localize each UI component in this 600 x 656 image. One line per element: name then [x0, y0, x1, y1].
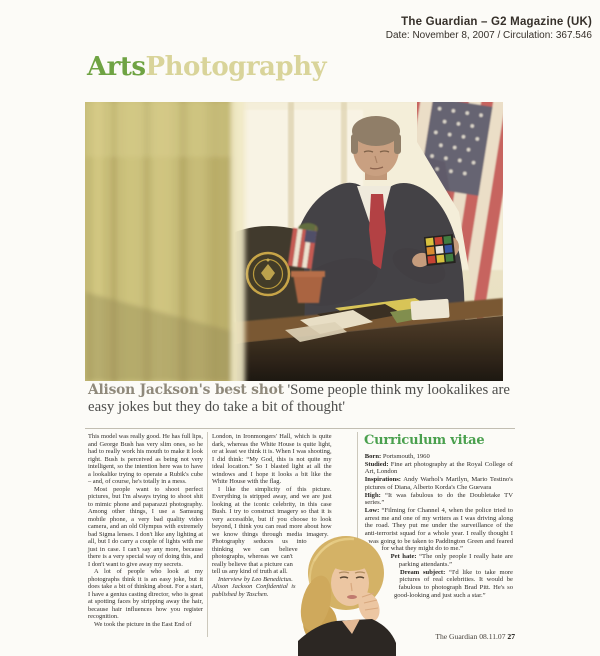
- headline-quote: 'Some people think my lookalikes are easy jokes but they do take a bit of thought': [88, 382, 510, 415]
- cv-entry: Studied: Fine art photography at the Royal College of Art, London: [364, 460, 513, 476]
- article-paragraph: Most people want to shoot perfect pictures, but I'm always trying to shoot shit to mimic phone and paparazzi photography. Among other things, I use a Samsung mobile phone, a very bad quality video camera, and an old Olympus with extremely bad Sigma lenses. I don't like any lighting at all, but I do carry a couple of lights with me just in case. I can't say any more, because there is a very special way of doing this, and I don't want to give away my secrets.: [88, 485, 203, 568]
- lips: [347, 595, 357, 599]
- section-title-arts: Arts: [87, 52, 146, 82]
- cv-title: Curriculum vitae: [364, 433, 485, 448]
- cv-entry: Inspirations: Andy Warhol's Marilyn, Mario Testino's pictures of Diana, Alberto Korda's Che Guevara: [364, 476, 513, 491]
- section-title: [87, 52, 326, 82]
- headline: [88, 382, 518, 415]
- article-paragraph: A lot of people who look at my photographs think it is an easy joke, but it does take a bit of thinking about. For a start, I have a genius casting director, who is great at spotting faces by stripping away the hair, because hair influences how you register recognition.: [88, 568, 203, 620]
- masthead: [386, 16, 592, 41]
- section-title-photography: Photography: [145, 52, 327, 82]
- column-divider: [357, 432, 358, 543]
- article-column-1: [88, 433, 203, 628]
- publication-date-circulation: Date: November 8, 2007 / Circulation: 367.546: [385, 30, 592, 41]
- article-paragraph: London, in Ironmongers' Hall, which is quite dark, whereas the White House is quite light, or at least we think it is. When I was shooting, I did think: “My God, this is not quite my ideal location.” So I blasted light at all the windows and I hope it looks a bit like the White House with the flag.: [212, 433, 332, 485]
- main-photo: [85, 102, 503, 381]
- article-credit: Interview by Leo Benedictus. Alison Jackson Confidential is published by Taschen.: [212, 575, 296, 598]
- cv-entry: Born: Portsmouth, 1960: [364, 453, 430, 460]
- cv-entry: High: “It was fabulous to do the Doubletake TV series.”: [364, 491, 513, 507]
- cv-entry: Dream subject: “I'd like to take more pictures of real celebrities. It would be fabulous to photograph Brad Pitt. He's so good-looking and just such a star.”: [393, 568, 513, 599]
- cv-entry: Low: “Filming for Channel 4, when the police tried to arrest me and one of my writers as I was driving along the road. They put me under the surveillance of the anti-terrorist squad for a whole year. I really thought I was going to be taken to Paddington Green and feared for what they might do to me.”: [364, 506, 513, 553]
- article-paragraph: This model was really good. He has full lips, and George Bush has very slim ones, so he had to really work his mouth to make it look right. Bush is perceived as being not very intelligent, so the intention here was to have a lookalike trying to operate a Rubik's cube – and, of course, he's totally in a mess.: [88, 433, 203, 485]
- article-paragraph: I like the simplicity of this picture. Everything is stripped away, and we are just looking at the iconic celebrity, in this case Bush. I try to construct imagery so that it is very accessible, but if you choose to look beyond, I think you can read more about how we know things through media imagery. Photography seduces us into thinking we can believe photographs, whereas we can't really believe that a picture can tell us any kind of truth at all.: [212, 485, 332, 575]
- page-footer: [435, 632, 515, 641]
- page-number: 27: [507, 632, 515, 641]
- horizontal-rule: [85, 428, 515, 429]
- headline-lead: Alison Jackson's best shot: [88, 382, 284, 398]
- cv-entry: Pet hate: “The only people I really hate are parking attendants.”: [390, 553, 513, 568]
- publication-title: The Guardian – G2 Magazine (UK): [401, 16, 592, 28]
- footer-text: The Guardian 08.11.07: [435, 632, 506, 641]
- column-divider: [207, 432, 208, 637]
- bush-lookalike-photo-illustration: [85, 102, 503, 381]
- article-paragraph: We took the picture in the East End of: [94, 620, 192, 628]
- alison-jackson-portrait: [298, 531, 396, 656]
